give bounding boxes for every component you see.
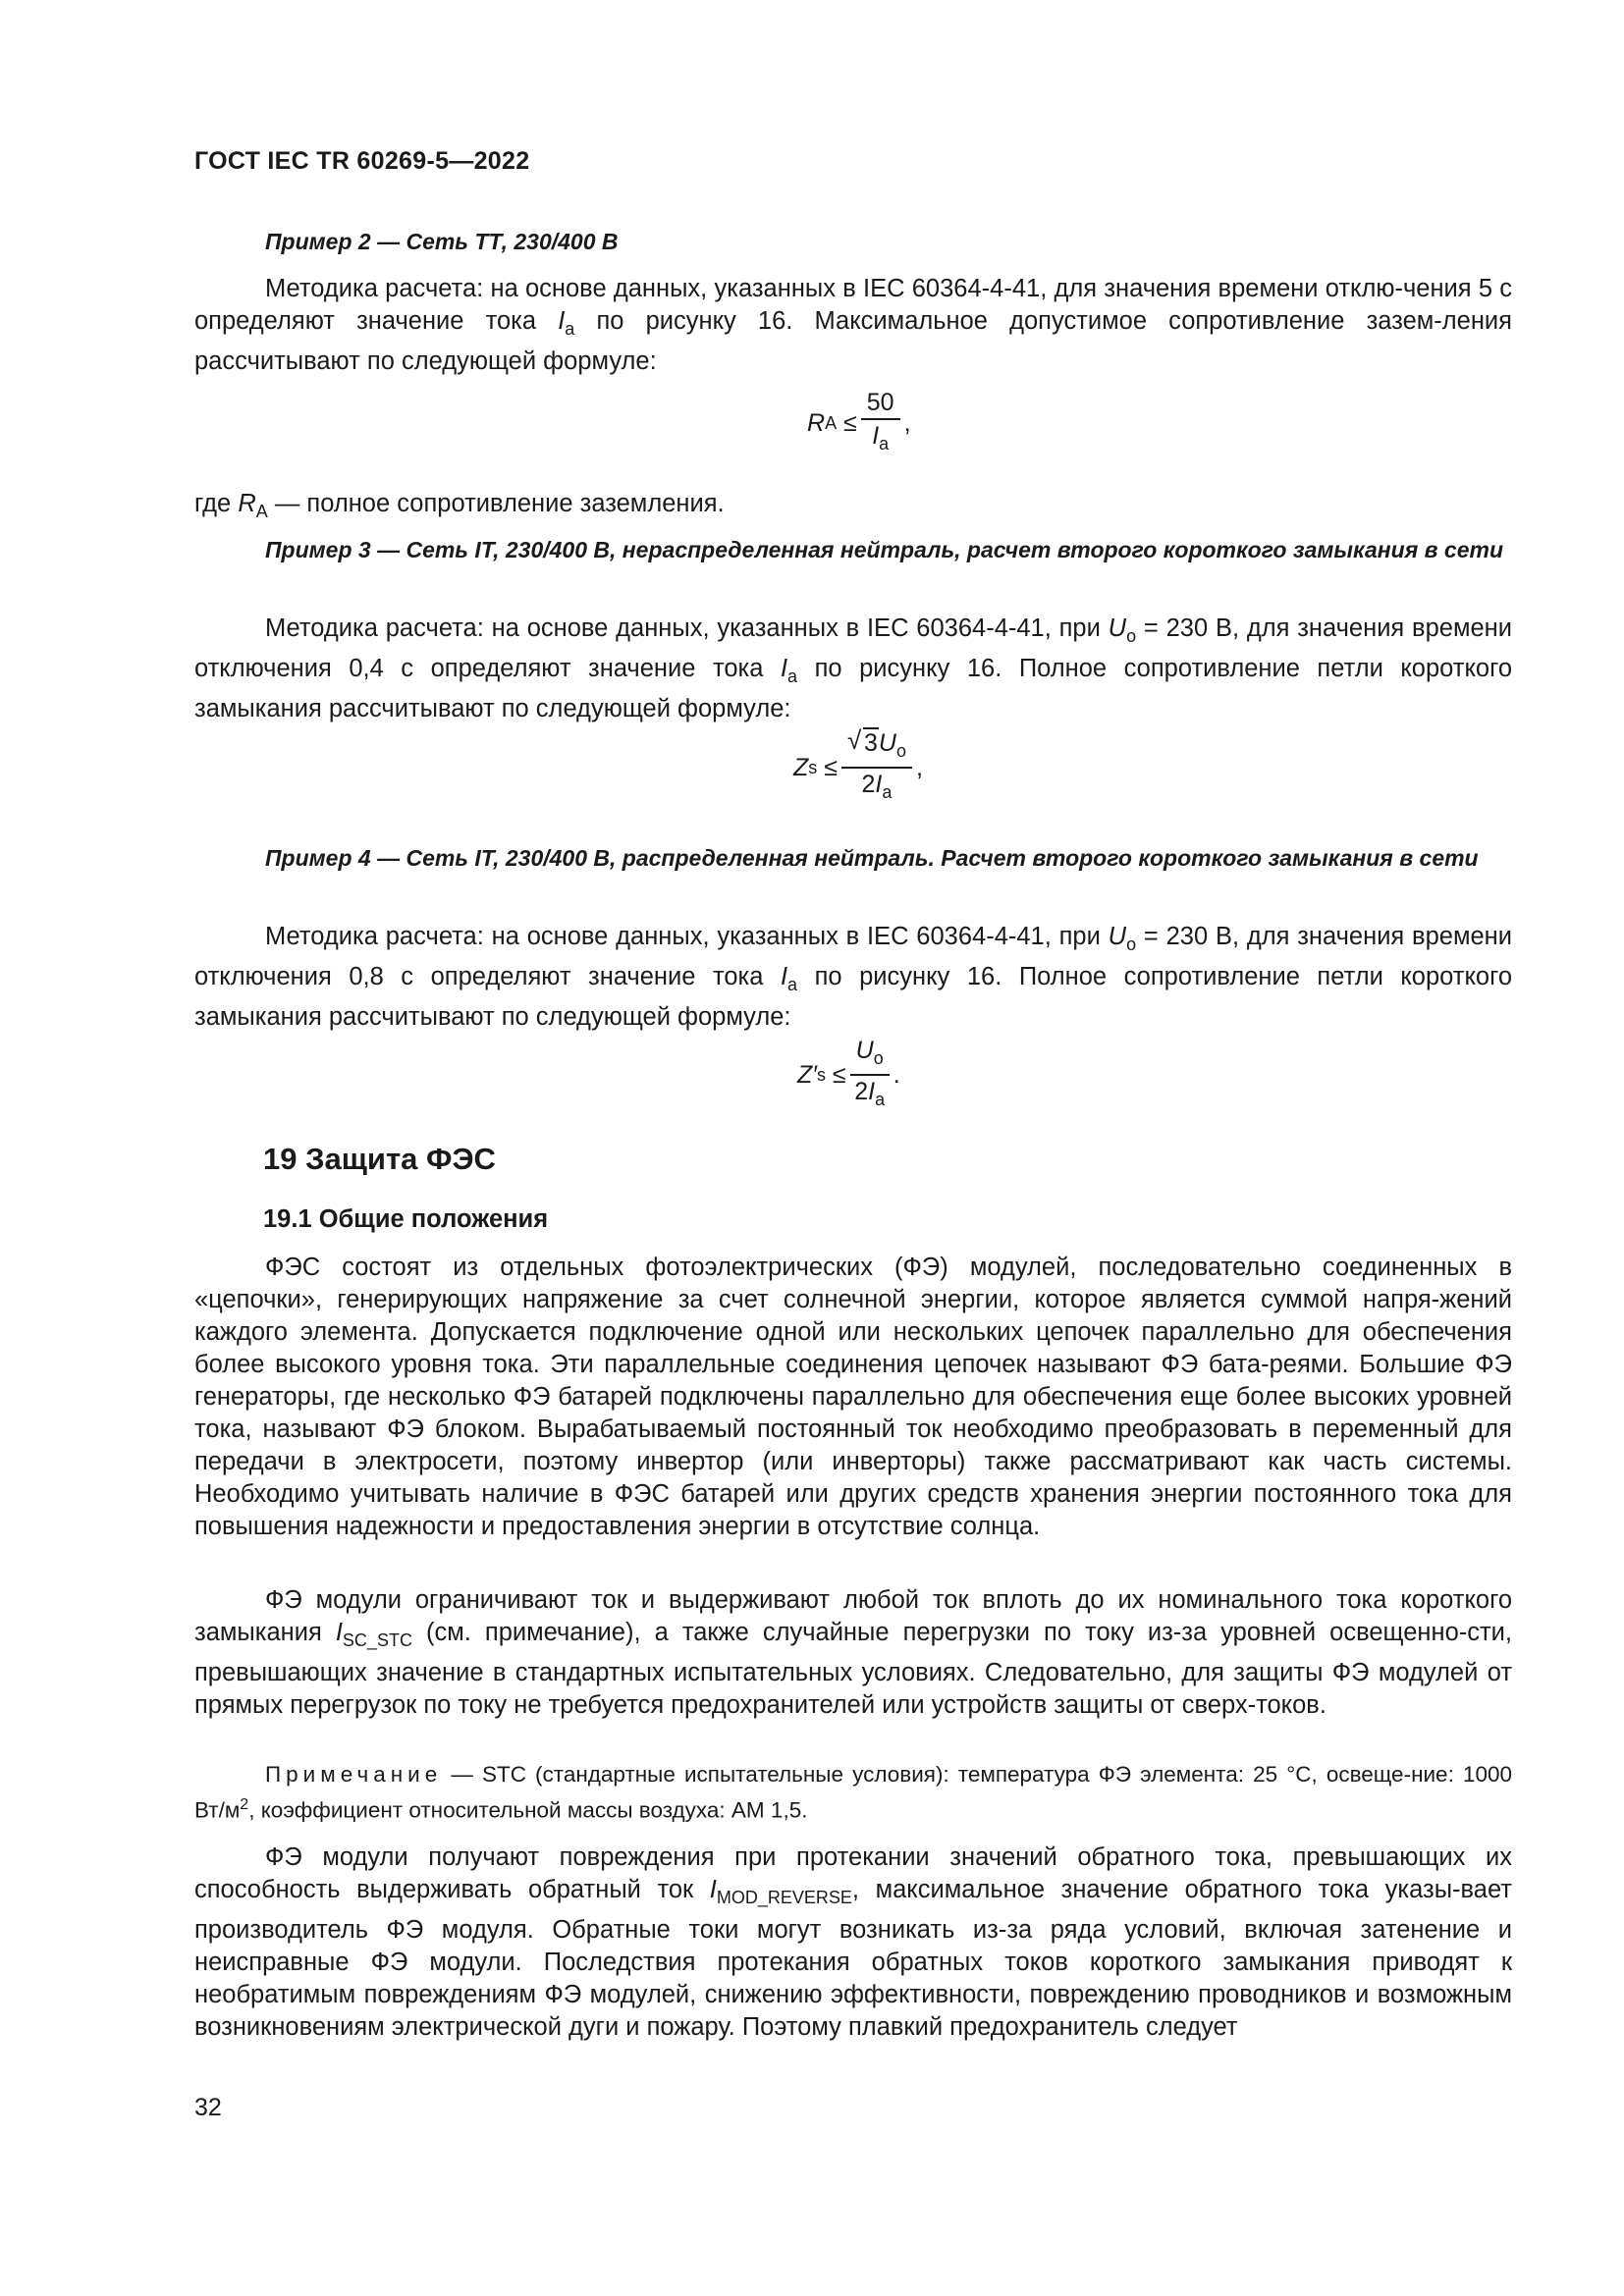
example-4-title: Пример 4 — Сеть IT, 230/400 В, распределенная нейтраль. Расчет второго короткого замыкания в сети [265, 845, 1479, 871]
formula-zs: Z s ≤ √ $\frac{3U_o}{2I_a}$ , [793, 729, 923, 806]
example-4-text: Методика расчета: на основе данных, указанных в IEC 60364-4-41, при $U_o = 230$ В, для значения времени отключения 0,8 с определяют значение тока $I_a$ по рисунку 16. Полное сопротивление петли короткого замыкания рассчитывают по следующей формуле: [194, 923, 1512, 1031]
section-19-paragraph-1: ФЭС состоят из отдельных фотоэлектрических (ФЭ) модулей, последовательно соединенных в «цепочки», генерирующих напряжение за счет солнечной энергии, которое является суммой напря-жений каждого элемента. Допускается подключение одной или нескольких цепочек параллельно для обеспечения более высокого уровня тока. Эти параллельные соединения цепочек называют ФЭ бата-реями. Большие ФЭ генераторы, где несколько ФЭ батарей подключены параллельно для обеспечения еще более высоких уровней тока, называют ФЭ блоком. Вырабатываемый постоянный ток необходимо преобразовать в переменный для передачи в электросети, поэтому инвертор (или инверторы) также рассматривают как часть системы. Необходимо учитывать наличие в ФЭС батарей или других средств хранения энергии постоянного тока для повышения надежности и предоставления энергии в отсутствие солнца. [194, 1254, 1512, 1540]
example-2-title: Пример 2 — Сеть ТТ, 230/400 В [265, 229, 619, 254]
formula-zs-prime: Z′ s ≤ $\frac{U_o}{2I_a}$ . [797, 1037, 900, 1109]
document-header: ГОСТ IEC TR 60269-5—2022 [194, 147, 530, 175]
page-number: 32 [194, 2094, 222, 2121]
example-2-where: где $R_A$ — полное сопротивление заземления. [194, 490, 725, 521]
example-3-title: Пример 3 — Сеть IT, 230/400 В, нераспределенная нейтраль, расчет второго короткого замыкания в сети [265, 537, 1504, 562]
subsection-heading: 19.1 Общие положения [263, 1205, 549, 1233]
example-2-text: Методика расчета: на основе данных, указанных в IEC 60364-4-41, для значения времени отклю-чения 5 с определяют значение тока $I_a$ по рисунку 16. Максимальное допустимое сопротивление зазем-ления рассчитывают по следующей формуле: [194, 275, 1512, 375]
section-19-paragraph-2: ФЭ модули ограничивают ток и выдерживают любой ток вплоть до их номинального тока короткого замыкания $I_{SC\_STC}$ (см. примечание), а также случайные перегрузки по току из-за уровней освещенно-сти, превышающих значение в стандартных испытательных условиях. Следовательно, для защиты ФЭ модулей от прямых перегрузок по току не требуется предохранителей или устройств защиты от сверх-токов. [194, 1586, 1512, 1719]
section-19-paragraph-3: ФЭ модули получают повреждения при протекании значений обратного тока, превышающих их способность выдерживать обратный ток $I_{MOD\_REVERSE}$, максимальное значение обратного тока указы-вает производитель ФЭ модуля. Обратные токи могут возникать из-за ряда условий, включая затенение и неисправные ФЭ модули. Последствия протекания обратных токов короткого замыкания приводят к необратимым повреждениям ФЭ модулей, снижению эффективности, повреждению проводников и возможным возникновениям электрической дуги и пожару. Поэтому плавкий предохранитель следует [194, 1843, 1512, 2041]
example-3-text: Методика расчета: на основе данных, указанных в IEC 60364-4-41, при $U_o = 230$ В, для значения времени отключения 0,4 с определяют значение тока $I_a$ по рисунку 16. Полное сопротивление петли короткого замыкания рассчитывают по следующей формуле: [194, 614, 1512, 722]
formula-ra: R A ≤ $\frac{50}{I_a}$ , [807, 389, 911, 454]
section-heading: 19 Защита ФЭС [263, 1142, 496, 1176]
note: Примечание — STC (стандартные испытательные условия): температура ФЭ элемента: 25 °С, освеще-ние: 1000 $Вт/м^2$, коэффициент относительной массы воздуха: АМ 1,5. [194, 1762, 1512, 1823]
